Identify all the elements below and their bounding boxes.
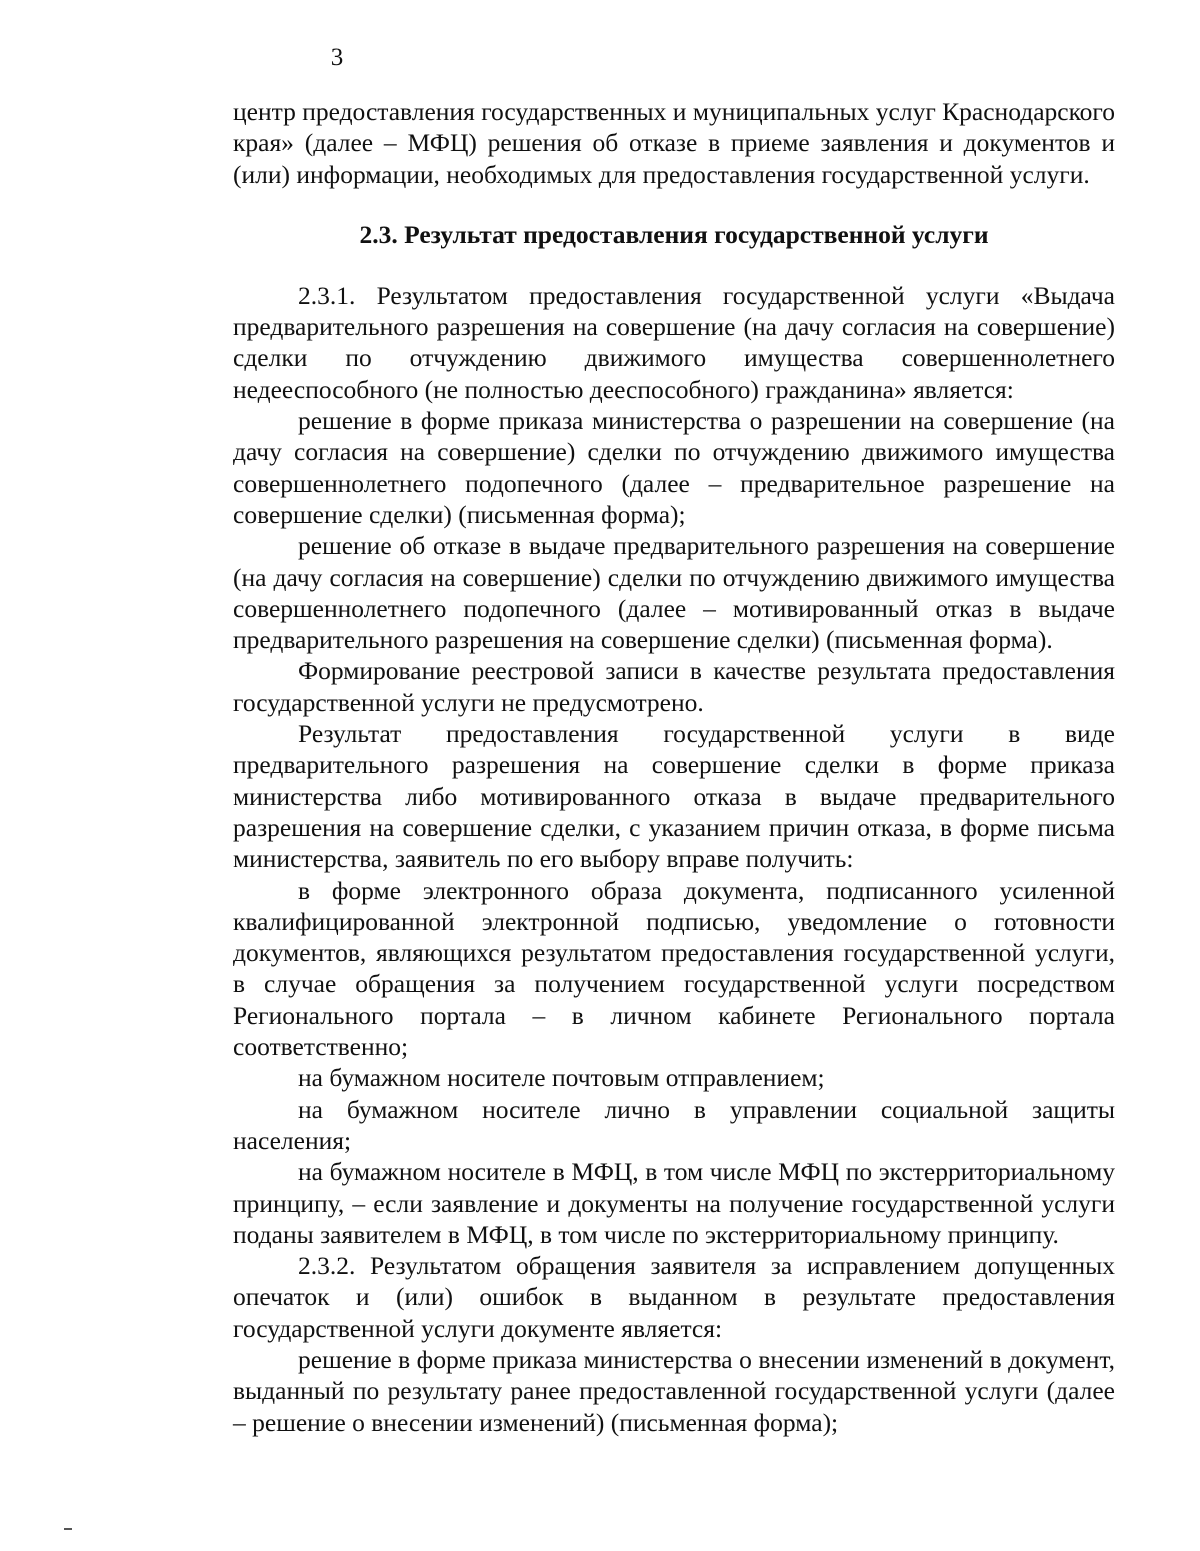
document-body (233, 96, 1115, 1438)
paragraph: решение об отказе в выдаче предварительного разрешения на совершение (на дачу согласия на совершение) сделки по отчуждению движимого имущества совершеннолетнего подопечного (далее – мотивированный отказ в выдаче предварительного разрешения на совершение сделки) (письменная форма). (233, 531, 1115, 655)
paragraph: на бумажном носителе в МФЦ, в том числе МФЦ по экстерриториальному принципу, – если заявление и документы на получение государственной услуги поданы заявителем в МФЦ, в том числе по экстерриториальному принципу. (233, 1157, 1115, 1249)
paragraph: Формирование реестровой записи в качестве результата предоставления государственной услуги не предусмотрено. (233, 656, 1115, 717)
paragraph: на бумажном носителе почтовым отправлением; (298, 1063, 825, 1093)
section-title: 2.3. Результат предоставления государственной услуги (359, 219, 989, 249)
paragraph-continuation: центр предоставления государственных и муниципальных услуг Краснодарского края» (далее – МФЦ) решения об отказе в приеме заявления и документов и (или) информации, необходимых для предоставления государственной услуги. (233, 97, 1115, 189)
paragraph: 2.3.1. Результатом предоставления государственной услуги «Выдача предварительного разрешения на совершение (на дачу согласия на совершение) сделки по отчуждению движимого имущества совершеннолетнего недееспособного (не полностью дееспособного) гражданина» является: (233, 280, 1115, 404)
paragraph: в форме электронного образа документа, подписанного усиленной квалифицированной электронной подписью, уведомление о готовности документов, являющихся результатом предоставления государственной услуги, в случае обращения за получением государственной услуги посредством Регионального портала – в личном кабинете Регионального портала соответственно; (233, 875, 1115, 1062)
scan-mark (64, 1528, 72, 1530)
paragraph: решение в форме приказа министерства о внесении изменений в документ, выданный по результату ранее предоставленной государственной услуги (далее – решение о внесении изменений) (письменная форма); (233, 1344, 1115, 1437)
page-number: 3 (330, 44, 344, 71)
paragraph: решение в форме приказа министерства о разрешении на совершение (на дачу согласия на совершение) сделки по отчуждению движимого имущества совершеннолетнего подопечного (далее – предварительное разрешение на совершение сделки) (письменная форма); (233, 406, 1115, 529)
paragraph: на бумажном носителе лично в управлении социальной защиты населения; (233, 1094, 1115, 1155)
paragraph: Результат предоставления государственной услуги в виде предварительного разрешения на совершение сделки в форме приказа министерства либо мотивированного отказа в выдаче предварительного разрешения на совершение сделки, с указанием причин отказа, в форме письма министерства, заявитель по его выбору вправе получить: (233, 719, 1115, 874)
paragraph: 2.3.2. Результатом обращения заявителя за исправлением допущенных опечаток и (или) ошибок в выданном в результате предоставления государственной услуги документе является: (233, 1251, 1115, 1343)
